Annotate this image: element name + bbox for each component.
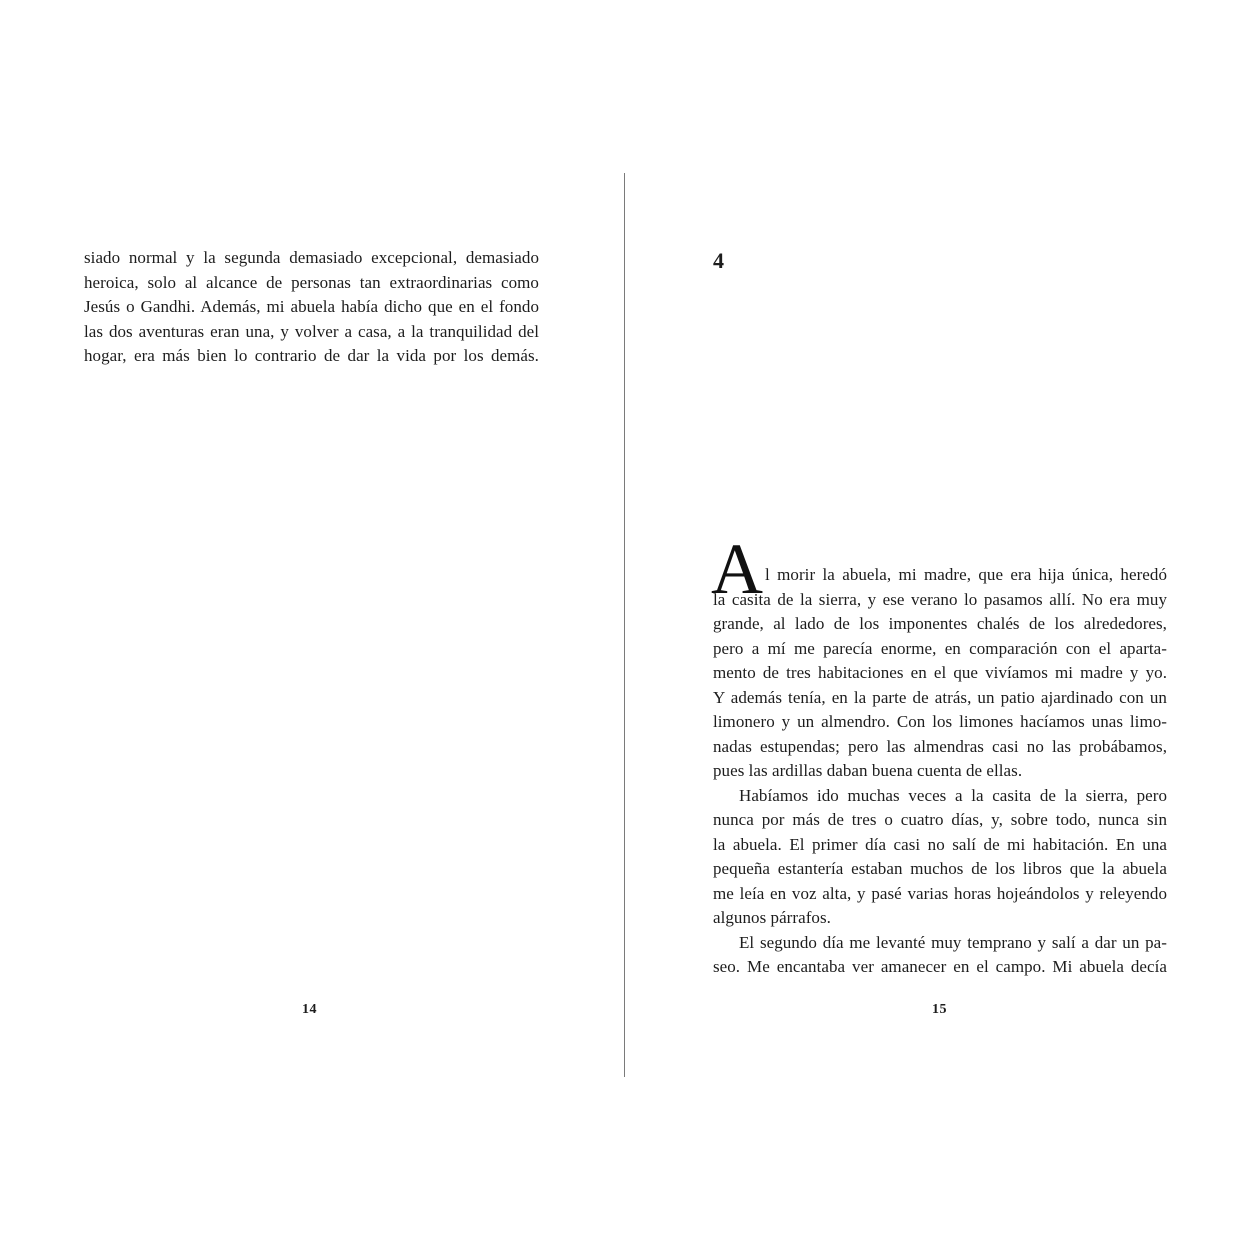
text-line: pequeña estantería estaban muchos de los libros que la abuela [713,859,1167,878]
text-line: pues las ardillas daban buena cuenta de ellas. [713,761,1023,780]
text-line: grande, al lado de los imponentes chalés de los alrededores, [713,614,1167,633]
drop-cap: A [711,529,764,609]
text-line: heroica, solo al alcance de personas tan extraordinarias como [84,272,539,292]
text-line: Y además tenía, en la parte de atrás, un patio ajardinado con un [713,687,1167,707]
text-line: seo. Me encantaba ver amanecer en el campo. Mi abuela decía [713,957,1167,976]
text-line: nadas estupendas; pero las almendras casi no las probábamos, [713,736,1167,756]
left-page [0,0,624,1250]
page-number: 15 [932,1002,947,1017]
text-line: Jesús o Gandhi. Además, mi abuela había dicho que en el fondo [84,297,539,316]
text-line: El segundo día me levanté muy temprano y salí a dar un pa- [739,932,1167,952]
text-line: Habíamos ido muchas veces a la casita de la sierra, pero [739,785,1167,805]
text-line: las dos aventuras eran una, y volver a casa, a la tranquilidad del [84,321,539,341]
right-page [625,0,1250,1250]
first-line-text: l morir la abuela, mi madre, que era hija única, heredó [765,565,1167,584]
text-line: mento de tres habitaciones en el que vivíamos mi madre y yo. [713,663,1167,682]
text-line: hogar, era más bien lo contrario de dar la vida por los demás. [84,346,539,365]
text-line: algunos párrafos. [713,908,831,927]
text-line: la abuela. El primer día casi no salí de mi habitación. En una [713,834,1167,854]
page-number: 14 [302,1002,317,1017]
chapter-number: 4 [713,248,724,273]
text-line: la casita de la sierra, y ese verano lo pasamos allí. No era muy [713,589,1167,609]
text-line: nunca por más de tres o cuatro días, y, sobre todo, nunca sin [713,810,1167,829]
left-page-text [84,246,539,369]
text-line: pero a mí me parecía enorme, en comparación con el aparta- [713,638,1167,658]
text-line: limonero y un almendro. Con los limones hacíamos unas limo- [713,712,1167,731]
text-line: siado normal y la segunda demasiado excepcional, demasiado [84,248,539,267]
right-page-text [711,529,1167,980]
text-line: me leía en voz alta, y pasé varias horas hojeándolos y releyendo [713,883,1167,903]
